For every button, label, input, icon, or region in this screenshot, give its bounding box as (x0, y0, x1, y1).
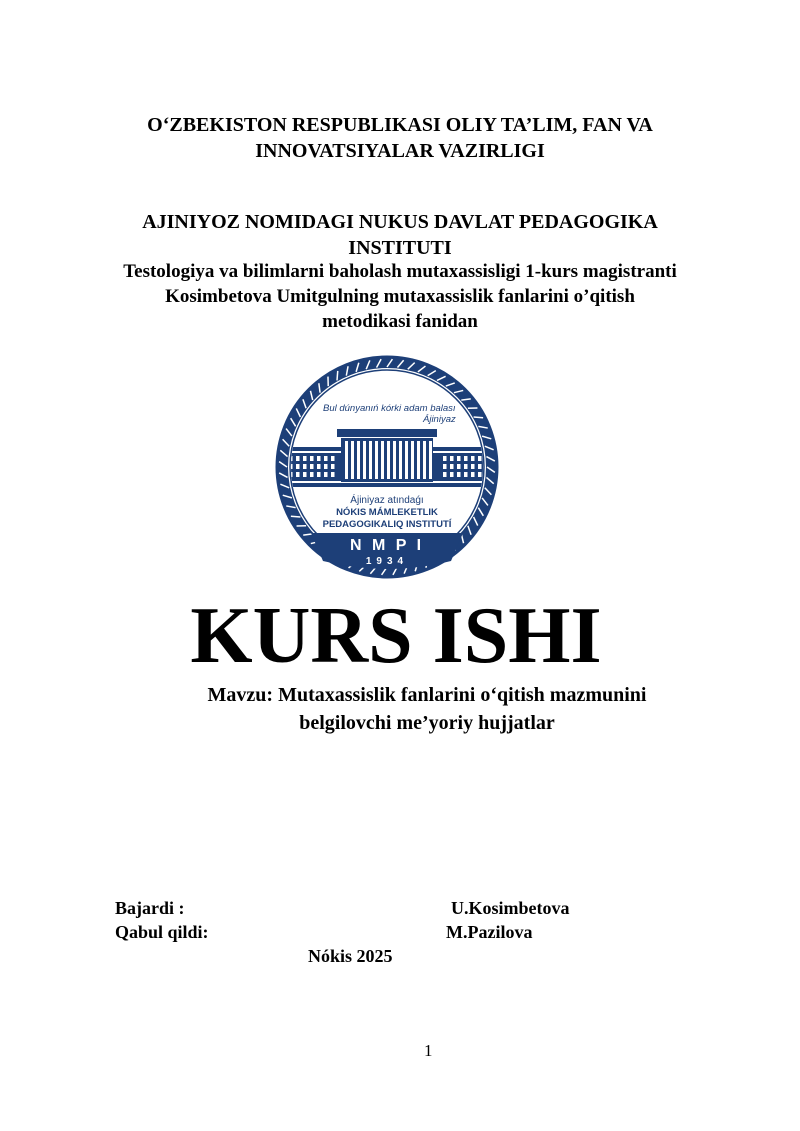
emblem-year: 1934 (365, 556, 409, 567)
topic-line-1: Mavzu: Mutaxassislik fanlarini o‘qitish mazmunini (207, 684, 647, 706)
ministry-heading (0, 112, 800, 164)
done-by-name: U.Kosimbetova (451, 898, 570, 918)
ministry-line-2: INNOVATSIYALAR VAZIRLIGI (255, 140, 545, 162)
done-by-label: Bajardi : (115, 898, 185, 918)
emblem-motto-2: Ájiniyaz (423, 414, 456, 425)
accepted-by-label: Qabul qildi: (115, 922, 209, 942)
author-info-line-2: Kosimbetova Umitgulning mutaxassislik fanlarini o’qitish (165, 286, 635, 307)
institute-line-1: AJINIYOZ NOMIDAGI NUKUS DAVLAT PEDAGOGIKA (142, 211, 658, 233)
accepted-by-name: M.Pazilova (446, 922, 533, 942)
author-info-line-1: Testologiya va bilimlarni baholash mutaxassisligi 1-kurs magistranti (123, 261, 677, 282)
emblem-name-2: NÓKIS MÁMLEKETLIK (336, 507, 438, 518)
document-type-title: KURS ISHI (190, 592, 602, 680)
topic-line-2: belgilovchi me’yoriy hujjatlar (299, 712, 555, 734)
author-info (0, 259, 800, 334)
emblem-name-3: PEDAGOGIKALIQ INSTITUTÍ (322, 519, 452, 530)
institute-emblem-logo (275, 355, 499, 579)
institute-heading (0, 209, 800, 261)
emblem-motto-1: Bul dúnyanıń kórki adam balası (323, 403, 456, 414)
topic (27, 681, 800, 737)
page-number: 1 (424, 1041, 433, 1060)
place-year: Nókis 2025 (308, 946, 393, 966)
emblem-name-1: Ájiniyaz atındaǵı (350, 495, 424, 506)
institute-line-2: INSTITUTI (348, 237, 452, 259)
author-info-line-3: metodikasi fanidan (322, 311, 478, 332)
ministry-line-1: O‘ZBEKISTON RESPUBLIKASI OLIY TA’LIM, FAN VA (147, 114, 653, 136)
emblem-abbr: N M P I (349, 537, 425, 554)
